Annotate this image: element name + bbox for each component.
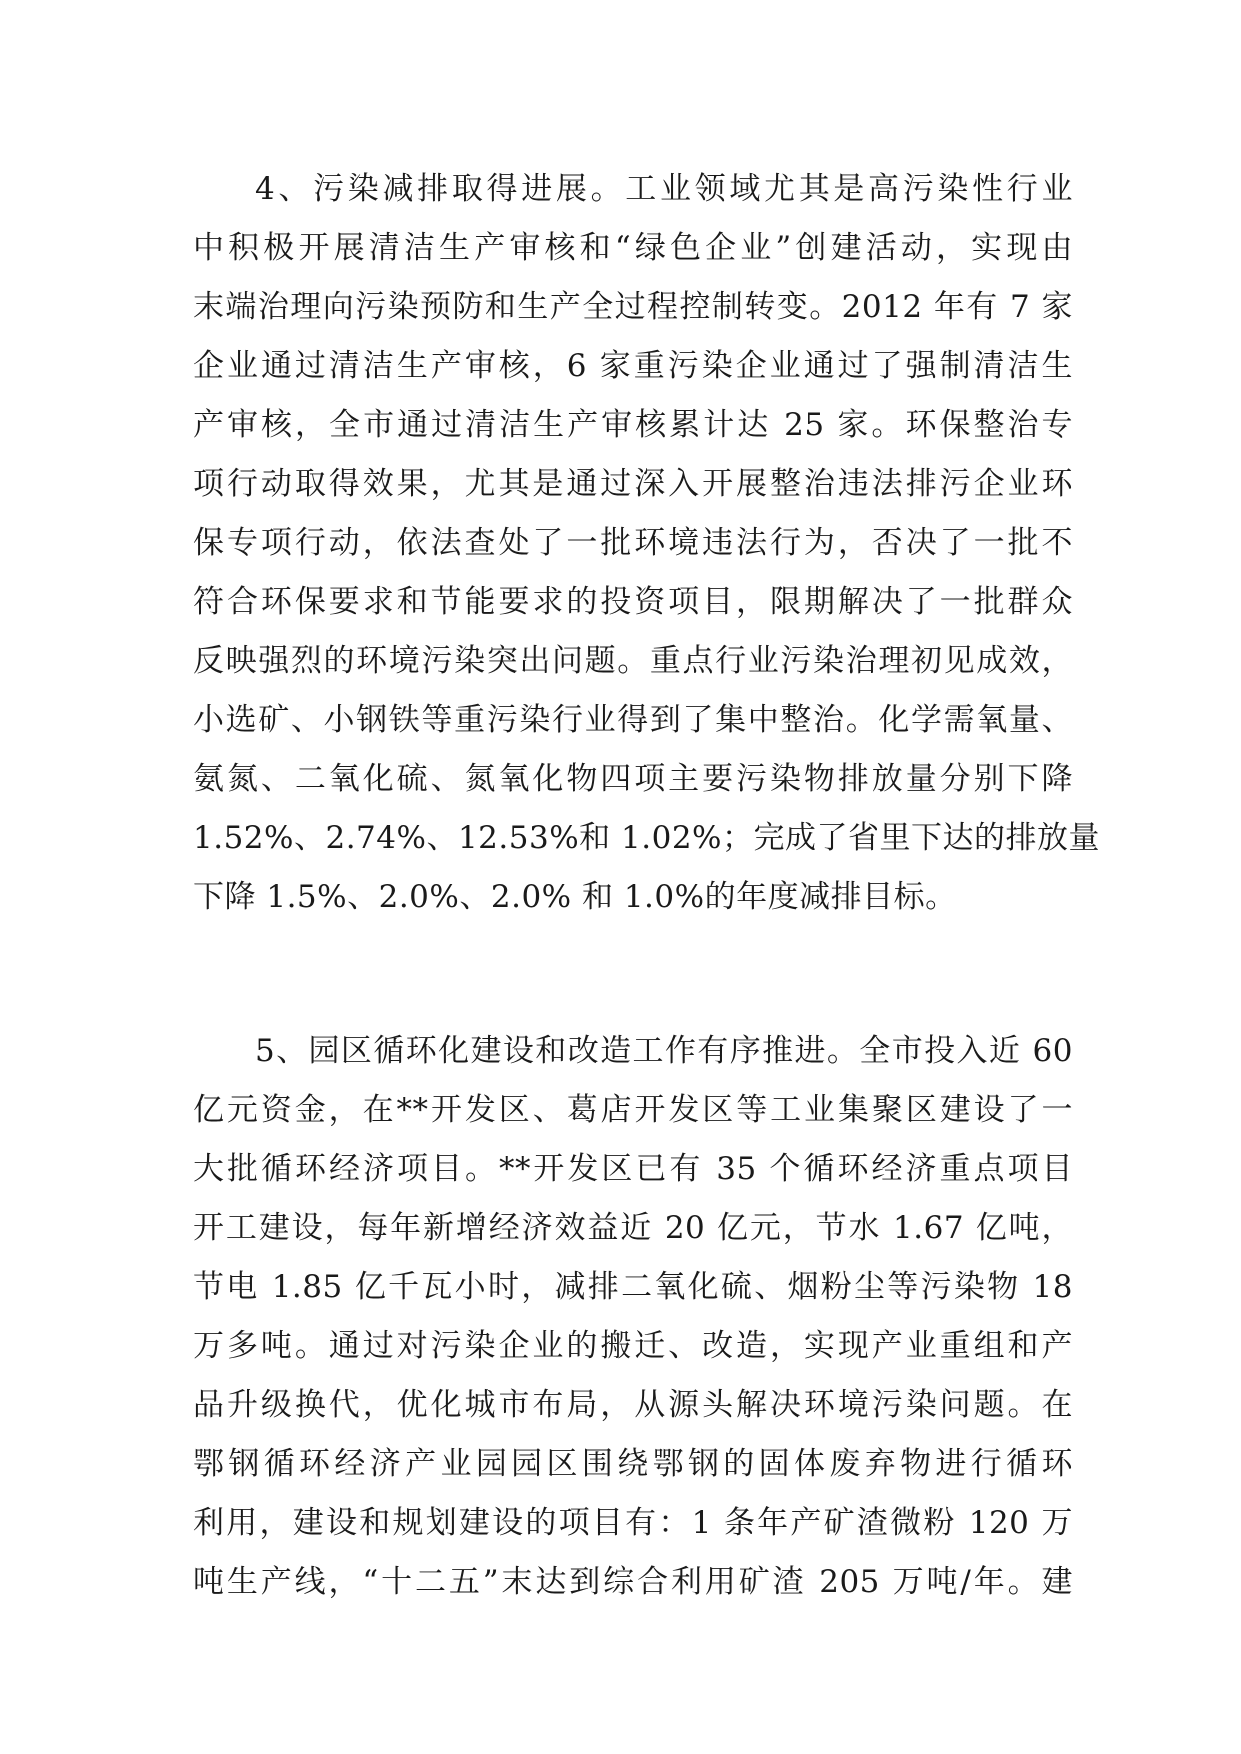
text-line: 氨氮、二氧化硫、氮氧化物四项主要污染物排放量分别下降	[193, 761, 1073, 797]
text-line: 项行动取得效果，尤其是通过深入开展整治违法排污企业环	[193, 466, 1073, 502]
text-line: 4、污染减排取得进展。工业领域尤其是高污染性行业	[255, 171, 1073, 207]
text-line: 开工建设，每年新增经济效益近 20 亿元，节水 1.67 亿吨，	[193, 1210, 1073, 1246]
text-line: 反映强烈的环境污染突出问题。重点行业污染治理初见成效，	[193, 643, 1073, 679]
text-line: 鄂钢循环经济产业园园区围绕鄂钢的固体废弃物进行循环	[193, 1446, 1073, 1482]
text-line: 小选矿、小钢铁等重污染行业得到了集中整治。化学需氧量、	[193, 702, 1073, 738]
text-line: 吨生产线，“十二五”末达到综合利用矿渣 205 万吨/年。建	[193, 1564, 1073, 1600]
text-line: 末端治理向污染预防和生产全过程控制转变。2012 年有 7 家	[193, 289, 1073, 325]
text-line: 利用，建设和规划建设的项目有：1 条年产矿渣微粉 120 万	[193, 1505, 1073, 1541]
text-line: 节电 1.85 亿千瓦小时，减排二氧化硫、烟粉尘等污染物 18	[193, 1269, 1073, 1305]
text-line: 保专项行动，依法查处了一批环境违法行为，否决了一批不	[193, 525, 1073, 561]
paragraph-spacer	[193, 927, 1073, 1022]
text-line: 中积极开展清洁生产审核和“绿色企业”创建活动，实现由	[193, 230, 1073, 266]
text-line: 大批循环经济项目。**开发区已有 35 个循环经济重点项目	[193, 1151, 1073, 1187]
text-line: 1.52%、2.74%、12.53%和 1.02%；完成了省里下达的排放量	[193, 820, 1100, 856]
text-line: 符合环保要求和节能要求的投资项目，限期解决了一批群众	[193, 584, 1073, 620]
text-line: 万多吨。通过对污染企业的搬迁、改造，实现产业重组和产	[193, 1328, 1073, 1364]
text-line: 亿元资金，在**开发区、葛店开发区等工业集聚区建设了一	[193, 1092, 1073, 1128]
text-line: 企业通过清洁生产审核，6 家重污染企业通过了强制清洁生	[193, 348, 1073, 384]
text-line: 5、园区循环化建设和改造工作有序推进。全市投入近 60	[255, 1033, 1073, 1069]
paragraph-park-circular-economy	[193, 1022, 1073, 1612]
text-line: 品升级换代，优化城市布局，从源头解决环境污染问题。在	[193, 1387, 1073, 1423]
text-line: 产审核，全市通过清洁生产审核累计达 25 家。环保整治专	[193, 407, 1073, 443]
document-body	[193, 160, 1100, 1612]
text-line: 下降 1.5%、2.0%、2.0% 和 1.0%的年度减排目标。	[193, 879, 957, 915]
paragraph-pollution-reduction	[193, 160, 1100, 927]
